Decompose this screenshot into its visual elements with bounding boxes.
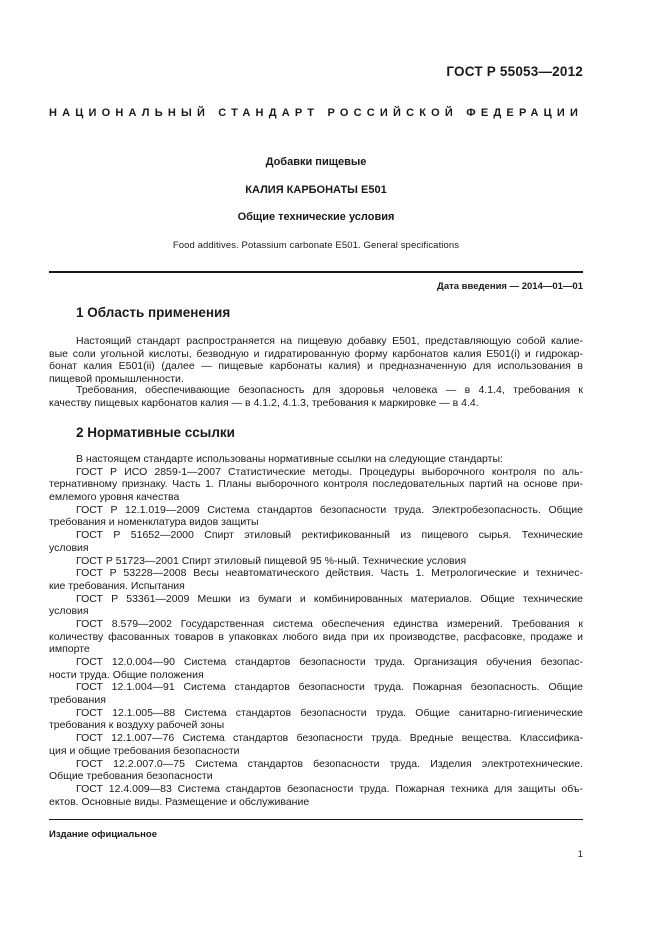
reference-line: условия: [49, 541, 89, 554]
reference-line: ГОСТ 12.0.004—90 Система стандартов безопасности труда. Организация обучения безопас-: [76, 656, 583, 668]
english-title: Food additives. Potassium carbonate E501. General specifications: [172, 240, 460, 251]
reference-line: кие требования. Испытания: [49, 579, 185, 592]
reference-line: требования к воздуху рабочей зоны: [49, 719, 225, 732]
reference-line: ГОСТ Р ИСО 2859-1—2007 Статистические методы. Процедуры выборочного контроля по аль-: [76, 465, 583, 478]
reference-line: ГОСТ 12.4.009—83 Система стандартов безопасности труда. Пожарная техника для защиты объ-: [76, 782, 583, 795]
reference-line: требования: [49, 694, 106, 707]
reference-line: ГОСТ 12.1.005—88 Система стандартов безопасности труда. Общие санитарно-гигиенические: [76, 706, 583, 719]
text-line: В настоящем стандарте использованы нормативные ссылки на следующие стандарты:: [76, 453, 503, 465]
text-line: бонат калия Е501(ii) (далее — пищевые карбонаты калия) и предназначенную для использования в: [49, 360, 583, 373]
reference-line: ГОСТ 12.1.004—91 Система стандартов безопасности труда. Пожарная безопасность. Общие: [76, 681, 583, 694]
reference-line: импорте: [49, 643, 90, 656]
document-number: ГОСТ Р 55053—2012: [446, 64, 583, 79]
reference-line: условия: [49, 605, 89, 618]
title-line-3: Общие технические условия: [237, 211, 395, 223]
reference-line: емлемого уровня качества: [49, 491, 180, 504]
text-line: пищевой промышленности.: [49, 373, 184, 386]
title-line-1: Добавки пищевые: [265, 156, 367, 168]
national-standard-banner: НАЦИОНАЛЬНЫЙ СТАНДАРТ РОССИЙСКОЙ ФЕДЕРАЦИИ: [49, 107, 584, 119]
reference-line: Общие требования безопасности: [49, 770, 213, 783]
text-line: Требования, обеспечивающие безопасность для здоровья человека — в 4.1.4, требования к: [76, 384, 583, 396]
reference-line: ГОСТ Р 53228—2008 Весы неавтоматического действия. Часть 1. Метрологические и техничес-: [76, 567, 583, 580]
section-1-paragraph-1: [49, 335, 583, 386]
section-1-paragraph-2: [49, 384, 583, 409]
section-1-heading: 1 Область применения: [76, 305, 231, 320]
reference-line: ГОСТ 8.579—2002 Государственная система обеспечения единства измерений. Требования к: [76, 617, 583, 630]
page-number: 1: [577, 849, 583, 860]
edition-label: Издание официальное: [49, 829, 157, 840]
intro-date: Дата введения — 2014—01—01: [437, 281, 583, 292]
reference-line: ГОСТ Р 12.1.019—2009 Система стандартов безопасности труда. Электробезопасность. Общие: [76, 503, 583, 516]
text-line: вые соли угольной кислоты, безводную и гидратированную форму карбонатов калия Е501(i) и гидрокар-: [49, 347, 583, 360]
reference-line: ГОСТ Р 53361—2009 Мешки из бумаги и комбинированных материалов. Общие технические: [76, 592, 583, 605]
reference-line: ГОСТ 12.1.007—76 Система стандартов безопасности труда. Вредные вещества. Классифика-: [76, 732, 583, 745]
normative-references-list: [49, 453, 583, 808]
section-2-heading: 2 Нормативные ссылки: [76, 425, 235, 440]
reference-line: тернативному признаку. Часть 1. Планы выборочного контроля последовательных партий на основе при-: [49, 478, 583, 491]
text-line: качеству пищевых карбонатов калия — в 4.1.2, 4.1.3, требования к маркировке — в 4.4.: [49, 396, 479, 409]
text-line: Настоящий стандарт распространяется на пищевую добавку Е501, представляющую собой калие-: [76, 335, 583, 347]
title-divider: [49, 271, 583, 273]
reference-line: требования и номенклатура видов защиты: [49, 516, 259, 529]
reference-line: ГОСТ 12.2.007.0—75 Система стандартов безопасности труда. Изделия электротехнические.: [76, 757, 583, 770]
reference-line: ности труда. Общие положения: [49, 668, 204, 681]
title-line-2: КАЛИЯ КАРБОНАТЫ Е501: [245, 184, 387, 196]
reference-line: ГОСТ Р 51652—2000 Спирт этиловый ректификованный из пищевого сырья. Технические: [76, 529, 583, 542]
reference-line: ГОСТ Р 51723—2001 Спирт этиловый пищевой 95 %-ный. Технические условия: [76, 554, 467, 567]
reference-line: количеству фасованных товаров в упаковках любого вида при их производстве, расфасовке, продаже и: [49, 630, 583, 643]
footer-divider: [49, 819, 583, 820]
reference-line: ция и общие требования безопасности: [49, 744, 240, 757]
reference-line: ектов. Основные виды. Размещение и обслуживание: [49, 795, 310, 808]
